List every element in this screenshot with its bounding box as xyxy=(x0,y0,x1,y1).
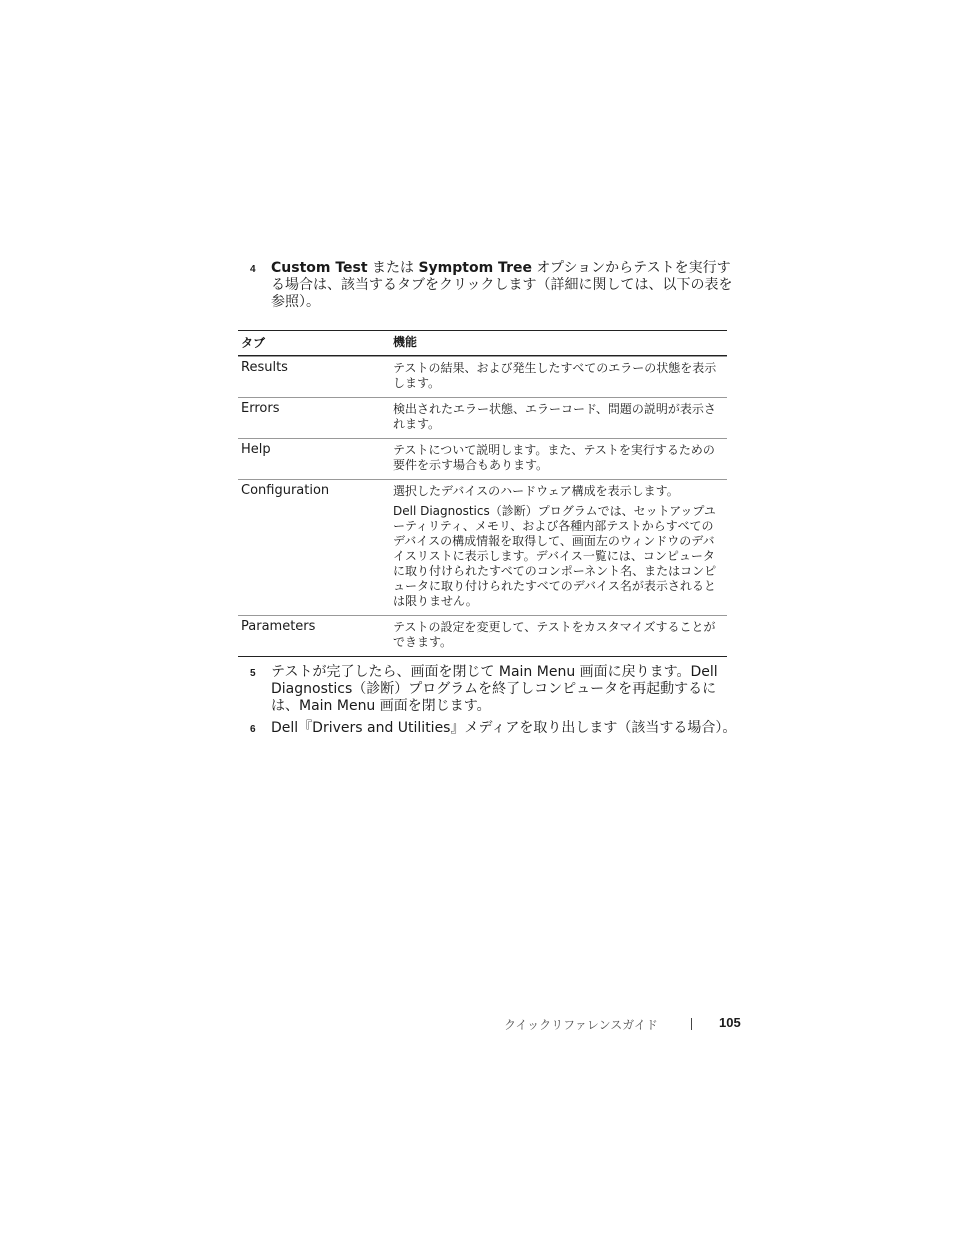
row-description: 検出されたエラー状態、エラーコード、問題の説明が表示されます。 xyxy=(393,402,716,431)
row-tab: Help xyxy=(241,442,271,457)
row-description: 選択したデバイスのハードウェア構成を表示します。 Dell Diagnostics（診断）プログラムでは、セットアップユーティリティ、メモリ、および各種内部テストからすべてのデバイスの構成情報を取得して、画面左のウィンドウのデバイスリストに表示します。デバイス一覧には、コンピュータに取り付けられたすべてのコンポーネント名、またはコンピュータに取り付けられたすべてのデバイス名が表示されるとは限りません。 xyxy=(393,484,717,608)
table-header-row xyxy=(238,331,727,356)
step-text: テストが完了したら、画面を閉じて Main Menu 画面に戻ります。Dell Diagnostics（診断）プログラムを終了しコンピュータを再起動するには、Main Menu 画面を閉じます。 xyxy=(271,664,718,714)
row-description: テストの結果、および発生したすべてのエラーの状態を表示します。 xyxy=(393,361,717,390)
step-text: Dell『Drivers and Utilities』メディアを取り出します（該当する場合）。 xyxy=(271,720,737,736)
step-5 xyxy=(250,664,740,715)
row-description: テストの設定を変更して、テストをカスタマイズすることができます。 xyxy=(393,620,716,649)
page-number: 105 xyxy=(719,1015,741,1030)
footer-divider xyxy=(691,1018,692,1030)
step-6 xyxy=(250,720,740,737)
symptom-tree-term: Symptom Tree xyxy=(418,260,532,276)
table-row xyxy=(238,397,727,438)
step-4 xyxy=(250,260,740,311)
table-row xyxy=(238,356,727,397)
row-tab: Errors xyxy=(241,401,280,416)
step-text: Custom Test または Symptom Tree オプションからテストを実行する場合は、該当するタブをクリックします（詳細に関しては、以下の表を参照）。 xyxy=(271,260,733,310)
custom-test-term: Custom Test xyxy=(271,260,368,276)
table-row xyxy=(238,438,727,479)
table-row xyxy=(238,479,727,615)
header-tab: タブ xyxy=(241,336,266,350)
table-row xyxy=(238,615,727,656)
step-number: 4 xyxy=(250,264,256,275)
footer-title: クイックリファレンスガイド xyxy=(504,1018,658,1032)
row-tab: Parameters xyxy=(241,619,316,634)
step-number: 6 xyxy=(250,724,256,735)
step-number: 5 xyxy=(250,668,256,679)
tab-function-table xyxy=(238,330,727,657)
row-tab: Results xyxy=(241,360,288,375)
header-function: 機能 xyxy=(393,335,418,349)
row-tab: Configuration xyxy=(241,483,330,498)
row-description: テストについて説明します。また、テストを実行するための要件を示す場合もあります。 xyxy=(393,443,715,472)
